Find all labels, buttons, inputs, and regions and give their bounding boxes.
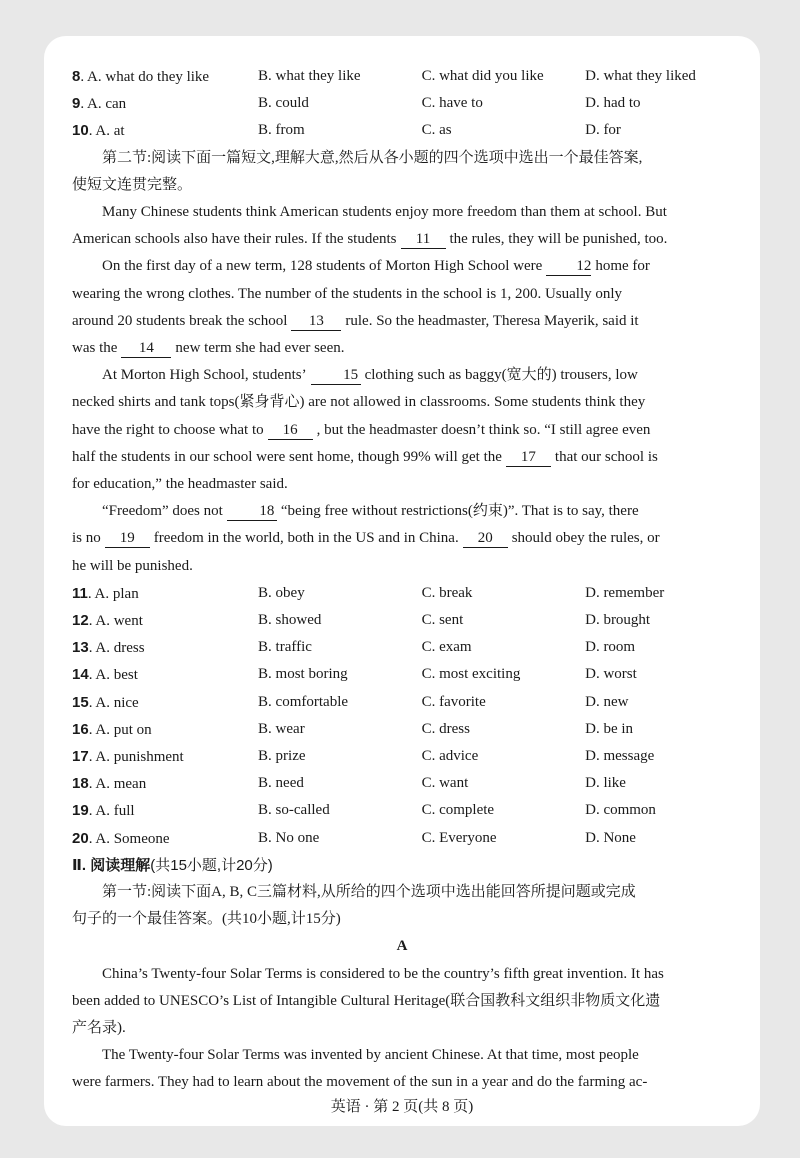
option-b [258,825,422,852]
option-c [422,743,586,770]
passage-line: Many Chinese students think American students enjoy more freedom than them at school. But [102,203,667,220]
question-options-row [72,797,732,824]
option-text: B. comfortable [258,693,349,710]
option-text: B. prize [258,747,306,764]
option-b [258,743,422,770]
option-text: B. obey [258,584,305,601]
text-segment: clothing such as baggy(宽大的) trousers, low [364,367,638,384]
passage-line [72,253,732,280]
option-text: B. so-called [258,802,330,819]
blank-16: 16 [268,421,313,440]
question-number: 16 [72,720,89,738]
question-number: 19 [72,802,89,820]
option-text: A. full [95,803,135,820]
question-options-row [72,580,732,607]
question-number: 9 [72,95,81,113]
option-c [422,607,586,634]
passage-line: for education,” the headmaster said. [72,476,288,492]
question-number: 11 [72,584,88,602]
part-title: 阅读理解 [90,856,151,874]
option-text: D. for [585,122,621,139]
option-a: 8. A. what do they like [72,68,210,85]
option-text: C. complete [421,802,495,819]
option-a: 11. A. plan [72,584,139,602]
question-options-row [72,607,732,634]
text-segment: have the right to choose what to [72,421,264,438]
text-segment: should obey the rules, or [511,530,660,547]
option-d [585,63,732,90]
option-text: A. put on [95,721,152,738]
option-text: D. new [585,693,629,710]
passage-line [72,417,732,444]
option-text: C. dress [421,720,470,737]
option-text: C. favorite [421,693,486,710]
blank-20: 20 [463,529,508,548]
option-text: A. can [87,96,127,113]
question-number: 10 [72,122,89,140]
passage-line: wearing the wrong clothes. The number of the students in the school is 1, 200. Usually only [72,285,623,302]
option-d [585,743,732,770]
option-text: C. exam [421,639,472,656]
question-options-row [72,716,732,743]
option-text: C. break [421,584,473,601]
option-text: D. brought [585,612,651,628]
option-b [258,634,422,661]
question-number: 12 [72,612,89,629]
option-c [422,580,586,607]
passage-line [72,308,732,335]
question-options-row [72,770,732,797]
option-text: B. No one [258,829,320,846]
blank-15: 15 [311,366,361,385]
option-d [585,90,732,117]
option-a: 12. A. went [72,612,143,629]
blank-12: 12 [546,257,591,276]
option-text: C. Everyone [421,829,497,846]
option-c [422,661,586,688]
option-text: D. had to [585,95,641,112]
option-d [585,117,732,144]
part-number: Ⅱ. [72,856,91,874]
option-text: C. have to [421,95,483,112]
option-c [422,770,586,797]
blank-18: 18 [227,502,277,521]
text-segment: was the [72,339,118,356]
option-d [585,797,732,824]
question-options-row [72,689,732,716]
option-text: C. want [421,775,469,792]
option-text: B. what they like [258,68,361,84]
option-text: D. None [585,829,636,846]
question-options-row [72,743,732,770]
option-b [258,689,422,716]
option-text: B. most boring [258,666,348,683]
option-text: A. nice [95,694,139,711]
option-b [258,797,422,824]
option-text: D. room [585,639,636,656]
passage-line [72,525,732,552]
text-segment: rule. So the headmaster, Theresa Mayerik, said it [345,312,639,329]
option-c [422,63,586,90]
option-b [258,117,422,144]
passage-line: been added to UNESCO’s List of Intangible Cultural Heritage(联合国教科文组织非物质文化遗 [72,992,661,1009]
page-footer: 英语 · 第 2 页(共 8 页) [330,1099,474,1115]
option-c [422,689,586,716]
passage-line [72,335,732,362]
option-a: 17. A. punishment [72,747,184,765]
blank-14: 14 [121,339,171,358]
option-b [258,90,422,117]
option-a: 15. A. nice [72,693,139,711]
passage-line: were farmers. They had to learn about the movement of the sun in a year and do the farming ac- [72,1074,648,1091]
option-d [585,716,732,743]
option-a: 16. A. put on [72,720,152,738]
question-options-row [72,117,732,144]
option-a: 13. A. dress [72,639,145,657]
option-text: B. need [258,775,304,792]
option-a: 9. A. can [72,95,127,113]
option-b [258,607,422,634]
option-text: D. like [585,775,626,792]
option-text: D. worst [585,666,637,683]
question-options-row [72,825,732,852]
option-text: D. common [585,802,656,819]
option-text: A. best [95,667,138,684]
passage-line: he will be punished. [72,557,193,574]
blank-11: 11 [401,230,446,249]
blank-13: 13 [291,312,341,331]
option-text: A. what do they like [87,69,210,85]
text-segment: that our school is [554,448,658,465]
option-text: A. at [95,123,125,140]
option-d [585,689,732,716]
option-text: C. what did you like [421,68,544,84]
option-text: B. could [258,95,309,112]
exam-page [44,36,760,1126]
option-b [258,63,422,90]
option-text: B. wear [258,720,305,737]
question-number: 15 [72,693,89,711]
option-text: B. traffic [258,639,312,656]
options-bottom [72,580,732,852]
part2-heading [72,852,732,879]
option-c [422,825,586,852]
option-c [422,716,586,743]
option-c [422,797,586,824]
option-a: 18. A. mean [72,775,147,793]
option-text: C. most exciting [421,666,521,683]
text-segment: half the students in our school were sent home, though 99% will get the [72,448,502,465]
option-text: B. from [258,122,305,139]
text-segment: “Freedom” does not [102,503,223,520]
part2-instruction-cont: 句子的一个最佳答案。(共10小题,计15分) [72,911,341,928]
passage-line: necked shirts and tank tops(紧身背心) are not allowed in classrooms. Some students think they [72,394,646,411]
option-a: 20. A. Someone [72,829,170,847]
option-c [422,90,586,117]
option-d [585,661,732,688]
option-d [585,770,732,797]
text-segment: the rules, they will be punished, too. [449,231,668,248]
option-text: D. message [585,747,655,764]
option-text: D. be in [585,720,634,737]
text-segment: American schools also have their rules. If the students [72,231,397,248]
passage-line: 产名录). [72,1019,126,1036]
option-b [258,770,422,797]
passage-line [72,362,732,389]
question-options-row [72,634,732,661]
question-number: 20 [72,829,89,847]
question-number: 18 [72,775,89,793]
option-text: B. showed [258,612,322,628]
option-d [585,634,732,661]
text-segment: around 20 students break the school [72,312,288,329]
option-text: A. mean [95,776,147,793]
option-text: D. what they liked [585,68,696,84]
question-number: 14 [72,666,89,684]
option-text: A. dress [95,640,145,657]
text-segment: freedom in the world, both in the US and in China. [153,530,459,547]
question-options-row [72,63,732,90]
passage-line [72,498,732,525]
option-text: A. went [95,613,143,629]
part-note: (共15小题,计20分) [150,856,273,874]
option-text: D. remember [585,584,665,601]
option-a: 14. A. best [72,666,138,684]
passage-line: China’s Twenty-four Solar Terms is considered to be the country’s fifth great invention. It has [102,965,664,982]
text-segment: new term she had ever seen. [175,339,345,356]
text-segment: At Morton High School, students’ [102,367,307,384]
text-segment: , but the headmaster doesn’t think so. “I still agree even [316,421,651,438]
option-d [585,607,732,634]
text-segment: home for [595,258,650,275]
passage-label: A [396,938,408,955]
passage-line [72,226,732,253]
text-segment: “being free without restrictions(约束)”. That is to say, there [280,503,639,520]
option-text: C. sent [421,612,464,628]
section2-instruction: 第二节:阅读下面一篇短文,理解大意,然后从各小题的四个选项中选出一个最佳答案, [102,149,643,166]
options-top [72,63,732,145]
option-text: A. Someone [95,830,170,847]
section2-instruction-cont: 使短文连贯完整。 [72,176,193,193]
option-b [258,661,422,688]
option-d [585,580,732,607]
option-text: A. plan [94,585,139,602]
text-segment: On the first day of a new term, 128 students of Morton High School were [102,258,543,275]
option-text: C. advice [421,747,479,764]
passage-line: The Twenty-four Solar Terms was invented by ancient Chinese. At that time, most people [102,1047,639,1064]
question-number: 17 [72,747,89,765]
question-number: 13 [72,639,89,657]
part2-instruction: 第一节:阅读下面A, B, C三篇材料,从所给的四个选项中选出能回答所提问题或完成 [102,883,636,900]
option-a: 19. A. full [72,802,135,820]
option-b [258,580,422,607]
option-text: A. punishment [95,748,184,765]
option-a: 10. A. at [72,122,125,140]
option-b [258,716,422,743]
blank-19: 19 [105,529,150,548]
option-c [422,634,586,661]
text-segment: is no [72,530,101,547]
option-d [585,825,732,852]
option-c [422,117,586,144]
question-options-row [72,90,732,117]
option-text: C. as [421,122,452,139]
question-number: 8 [72,68,81,85]
blank-17: 17 [506,448,551,467]
question-options-row [72,661,732,688]
passage-line [72,444,732,471]
